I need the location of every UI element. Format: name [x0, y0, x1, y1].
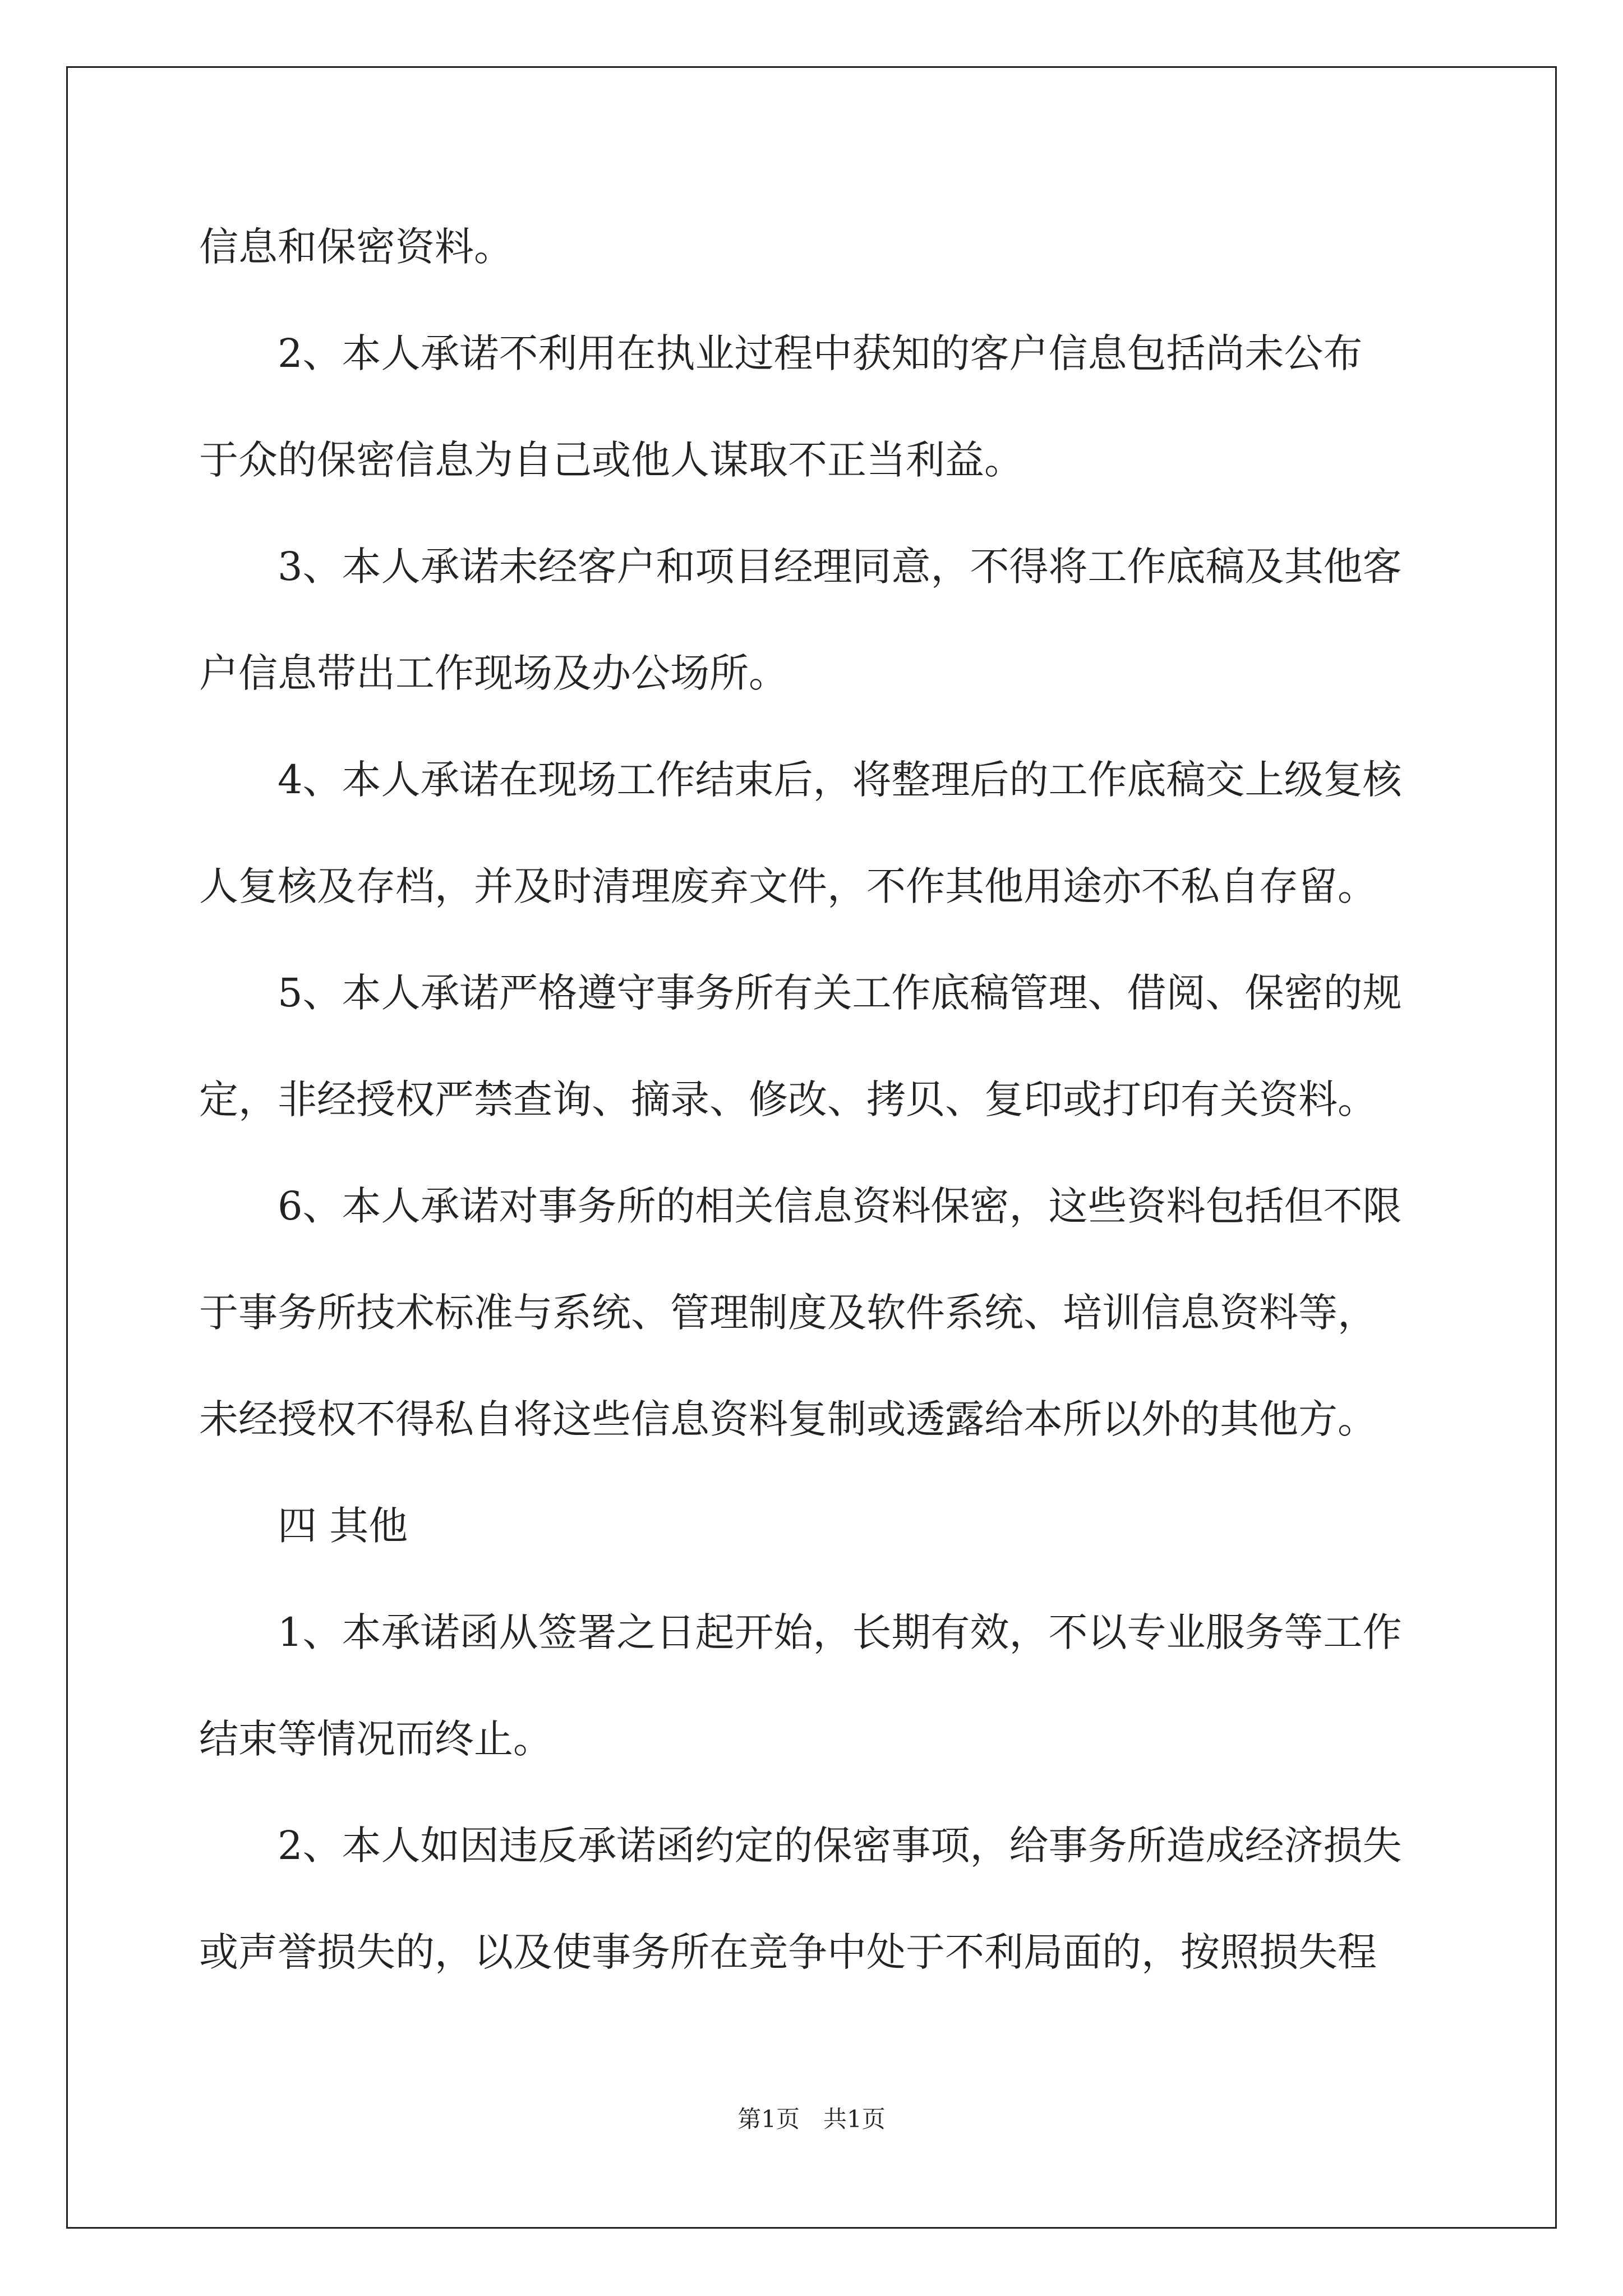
body-line: 5、本人承诺严格遵守事务所有关工作底稿管理、借阅、保密的规 [278, 970, 1402, 1016]
body-line: 结束等情况而终止。 [199, 1716, 552, 1762]
body-line: 户信息带出工作现场及办公场所。 [199, 650, 788, 696]
body-line: 2、本人如因违反承诺函约定的保密事项，给事务所造成经济损失 [278, 1823, 1402, 1869]
body-line: 人复核及存档，并及时清理废弃文件，不作其他用途亦不私自存留。 [199, 863, 1377, 909]
body-line: 6、本人承诺对事务所的相关信息资料保密，这些资料包括但不限 [278, 1183, 1402, 1229]
body-line: 定，非经授权严禁查询、摘录、修改、拷贝、复印或打印有关资料。 [199, 1076, 1377, 1122]
document-body [199, 194, 1455, 2005]
body-line: 于众的保密信息为自己或他人谋取不正当利益。 [199, 437, 1023, 483]
body-line: 4、本人承诺在现场工作结束后，将整理后的工作底稿交上级复核 [278, 757, 1402, 803]
body-line: 1、本承诺函从签署之日起开始，长期有效，不以专业服务等工作 [278, 1609, 1402, 1655]
body-line: 3、本人承诺未经客户和项目经理同意，不得将工作底稿及其他客 [278, 544, 1402, 590]
body-line: 未经授权不得私自将这些信息资料复制或透露给本所以外的其他方。 [199, 1396, 1377, 1442]
body-line: 于事务所技术标准与系统、管理制度及软件系统、培训信息资料等， [199, 1290, 1377, 1336]
page-number-footer: 第1页 共1页 [737, 2105, 886, 2133]
body-line: 2、本人承诺不利用在执业过程中获知的客户信息包括尚未公布 [278, 330, 1363, 376]
body-line: 信息和保密资料。 [199, 224, 513, 270]
body-line: 或声誉损失的，以及使事务所在竞争中处于不利局面的，按照损失程 [199, 1929, 1377, 1975]
section-heading: 四 其他 [278, 1503, 408, 1549]
